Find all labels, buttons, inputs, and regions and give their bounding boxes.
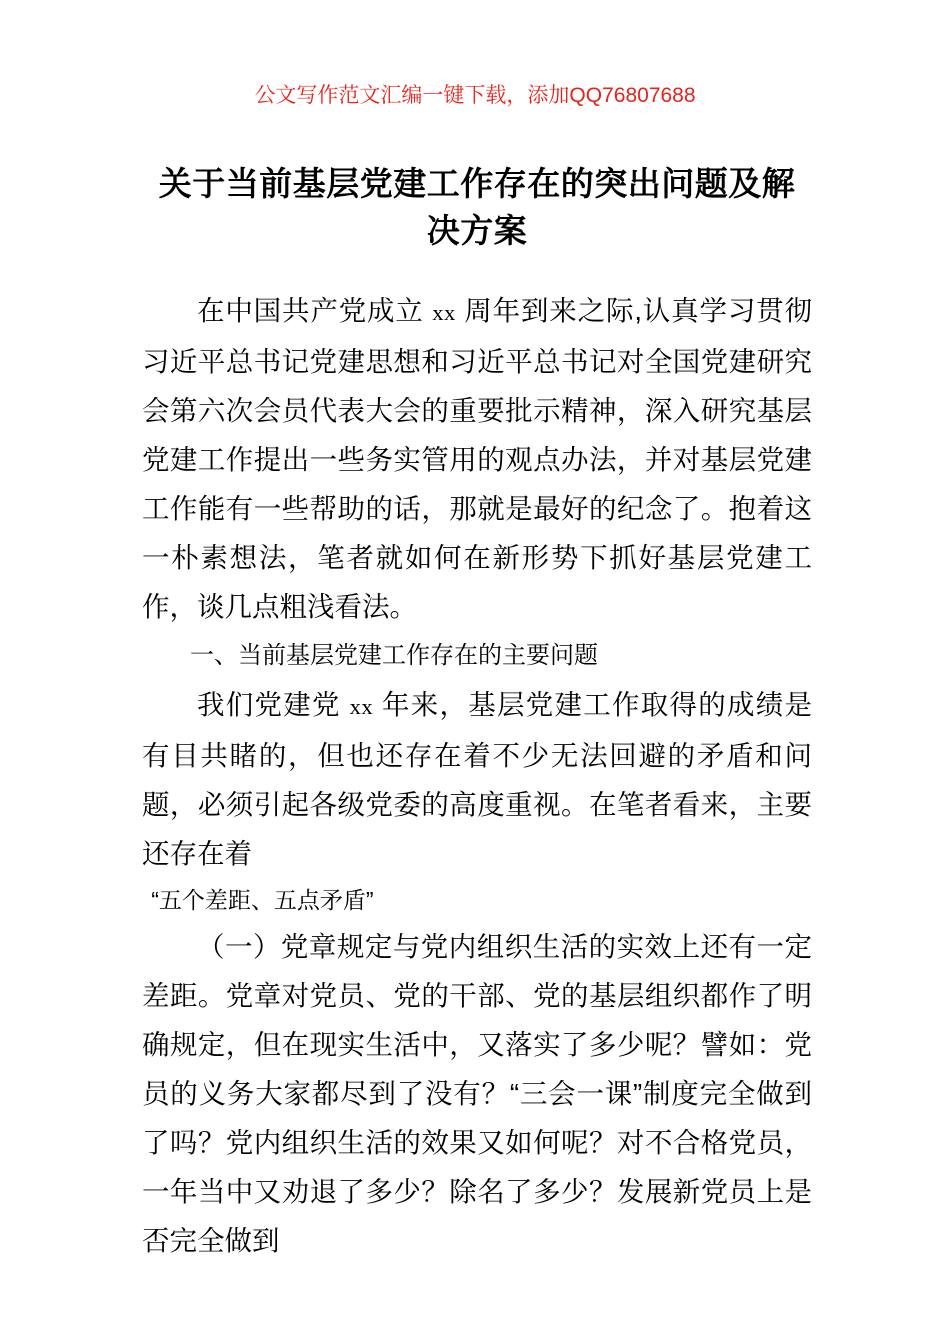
document-body (142, 160, 812, 1265)
paragraph-subsection-one: （一）党章规定与党内组织生活的实效上还有一定差距。党章对党员、党的干部、党的基层组织都作了明确规定，但在现实生活中，又落实了多少呢？譬如：党员的义务大家都尽到了没有？“三会一课”制度完全做到了吗？党内组织生活的效果又如何呢？对不合格党员，一年当中又劝退了多少？除名了多少？发展新党员上是否完全做到 (142, 931, 812, 1256)
section-heading-one: 一、当前基层党建工作存在的主要问题 (190, 642, 598, 669)
paragraph-section-one-body: 我们党建党 xx 年来，基层党建工作取得的成绩是有目共睹的，但也还存在着不少无法回避的矛盾和问题，必须引起各级党委的高度重视。在笔者看来，主要还存在着 (142, 689, 813, 869)
watermark-promo-text: 公文写作范文汇编一键下载，添加QQ76807688 (254, 84, 696, 107)
paragraph-intro: 在中国共产党成立 xx 周年到来之际,认真学习贯彻习近平总书记党建思想和习近平总书记对全国党建研究会第六次会员代表大会的重要批示精神，深入研究基层党建工作提出一些务实管用的观点办法，并对基层党建工作能有一些帮助的话，那就是最好的纪念了。抱着这一朴素想法，笔者就如何在新形势下抓好基层党建工作，谈几点粗浅看法。 (142, 295, 813, 622)
page-title: 关于当前基层党建工作存在的突出问题及解决方案 (158, 165, 796, 249)
quote-five-gaps: “五个差距、五点矛盾” (151, 887, 374, 913)
